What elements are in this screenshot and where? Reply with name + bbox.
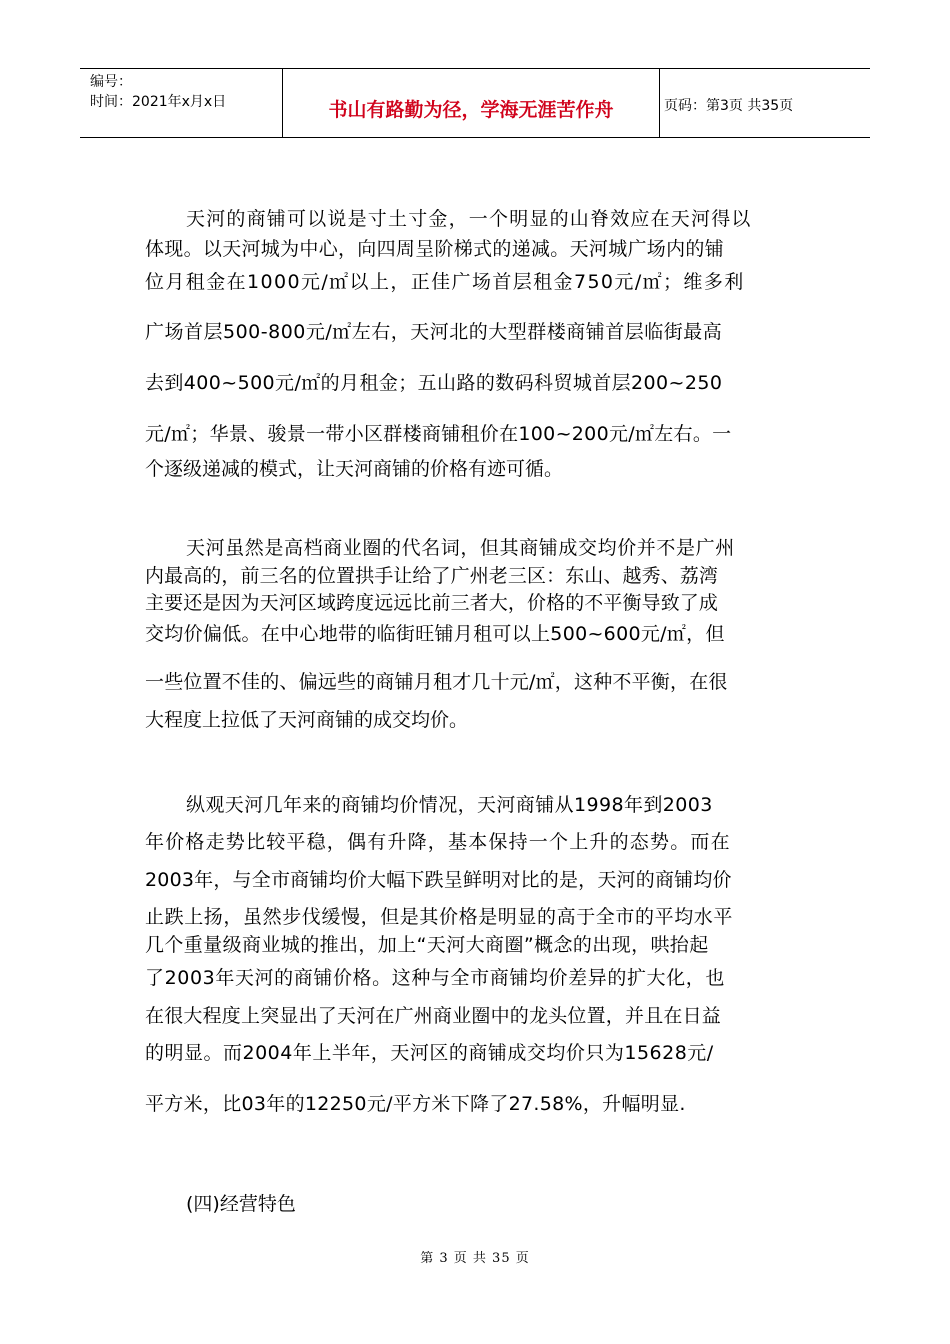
section-heading: (四)经营特色 [186, 1193, 296, 1215]
document-number-label: 编号： [90, 74, 132, 90]
body-line: 平方米，比03年的12250元/平方米下降了27.58%，升幅明显. [145, 1093, 686, 1115]
body-line: 几个重量级商业城的推出，加上“天河大商圈”概念的出现，哄抬起 [145, 934, 709, 956]
document-header [80, 68, 870, 138]
body-line: 2003年，与全市商铺均价大幅下跌呈鲜明对比的是，天河的商铺均价 [145, 869, 732, 891]
page-footer: 第 3 页 共 35 页 [420, 1251, 530, 1266]
body-line: 主要还是因为天河区域跨度远远比前三者大，价格的不平衡导致了成 [145, 592, 719, 614]
body-line: 年价格走势比较平稳，偶有升降，基本保持一个上升的态势。而在 [145, 831, 731, 853]
body-line: 天河虽然是高档商业圈的代名词，但其商铺成交均价并不是广州 [186, 537, 735, 559]
body-line: 大程度上拉低了天河商铺的成交均价。 [145, 709, 469, 731]
body-line: 在很大程度上突显出了天河在广州商业圈中的龙头位置，并且在日益 [145, 1005, 722, 1027]
body-line: 内最高的，前三名的位置拱手让给了广州老三区：东山、越秀、荔湾 [145, 565, 719, 587]
body-line: 的明显。而2004年上半年，天河区的商铺成交均价只为15628元/ [145, 1042, 714, 1064]
document-time-label: 时间：2021年x月x日 [90, 94, 227, 110]
body-line: 去到400~500元/㎡的月租金；五山路的数码科贸城首层200~250 [145, 372, 723, 394]
body-line: 个逐级递减的模式，让天河商铺的价格有迹可循。 [145, 458, 564, 480]
body-line: 位月租金在1000元/㎡以上，正佳广场首层租金750元/㎡；维多利 [145, 271, 745, 293]
body-line: 交均价偏低。在中心地带的临街旺铺月租可以上500~600元/㎡，但 [145, 623, 725, 645]
body-line: 一些位置不佳的、偏远些的商铺月租才几十元/㎡，这种不平衡，在很 [145, 671, 728, 693]
body-line: 天河的商铺可以说是寸土寸金，一个明显的山脊效应在天河得以 [186, 208, 752, 230]
header-page-cell [660, 69, 870, 137]
body-line: 元/㎡；华景、骏景一带小区群楼商铺租价在100~200元/㎡左右。一 [145, 423, 732, 445]
body-line: 纵观天河几年来的商铺均价情况，天河商铺从1998年到2003 [186, 794, 713, 816]
header-page-info: 页码：第3页 共35页 [664, 98, 794, 114]
body-line: 止跌上扬，虽然步伐缓慢，但是其价格是明显的高于全市的平均水平 [145, 906, 734, 928]
body-line: 了2003年天河的商铺价格。这种与全市商铺均价差异的扩大化，也 [145, 967, 725, 989]
header-motto-cell [283, 69, 660, 137]
body-line: 体现。以天河城为中心，向四周呈阶梯式的递减。天河城广场内的铺 [145, 238, 725, 260]
body-line: 广场首层500-800元/㎡左右，天河北的大型群楼商铺首层临街最高 [145, 321, 723, 343]
header-motto: 书山有路勤为径，学海无涯苦作舟 [328, 99, 614, 121]
header-info-cell [80, 69, 283, 137]
